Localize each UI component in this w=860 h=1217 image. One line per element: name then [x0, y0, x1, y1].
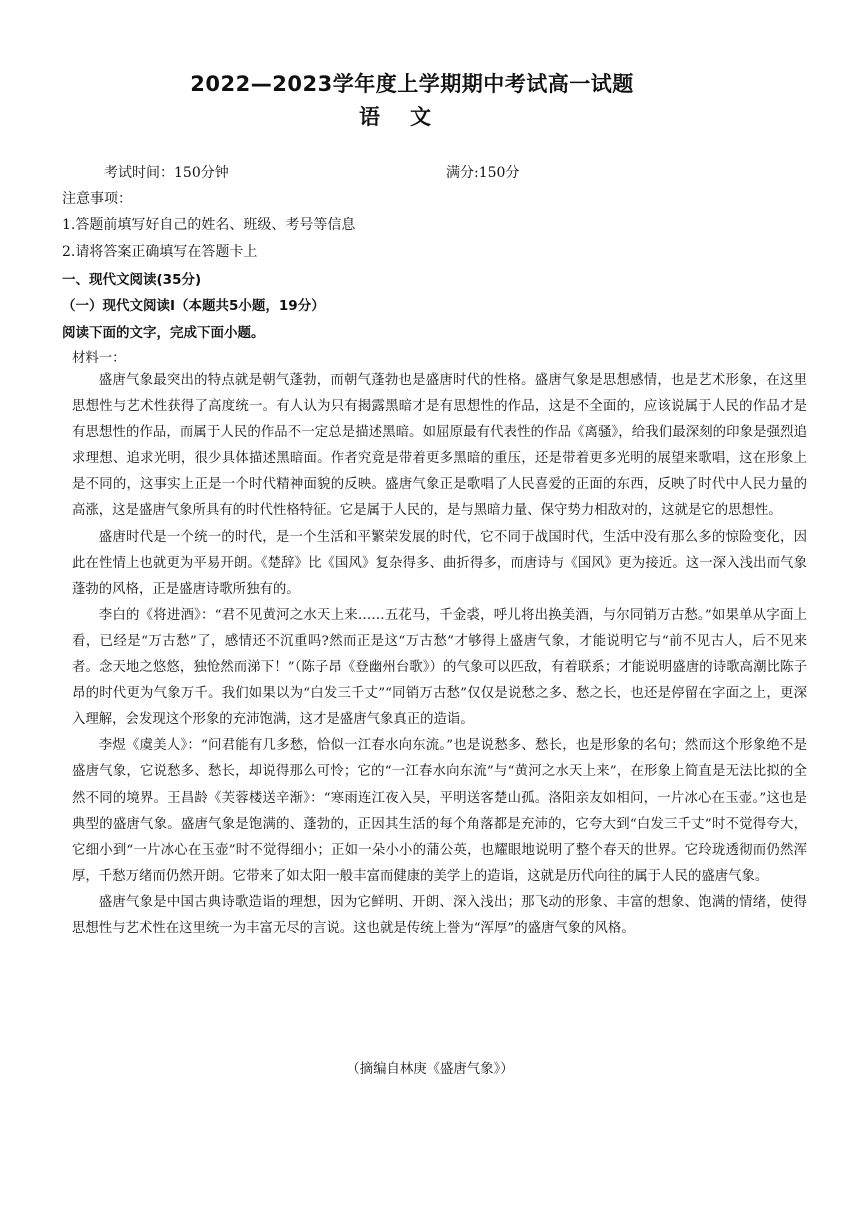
full-score: 满分:150分 — [446, 165, 520, 181]
notice-heading: 注意事项： — [62, 191, 132, 207]
article-source: （摘编自林庚《盛唐气象》） — [346, 1062, 514, 1077]
subject-title: 语文 — [359, 105, 461, 129]
section-subheading: （一）现代文阅读Ⅰ（本题共5小题，19分） — [62, 298, 325, 314]
article-paragraph: 盛唐气象最突出的特点就是朝气蓬勃，而朝气蓬勃也是盛唐时代的性格。盛唐气象是思想感情，也是艺术形象，在这里思想性与艺术性获得了高度统一。有人认为只有揭露黑暗才是有思想性的作品，这是不全面的，应该说属于人民的作品才是有思想性的作品，而属于人民的作品不一定总是描述黑暗。如屈原最有代表性的作品《离骚》，给我们最深刻的印象是强烈追求理想、追求光明，很少具体描述黑暗面。作者究竟是带着更多黑暗的重压，还是带着更多光明的展望来歌唱，这在形象上是不同的，这事实上正是一个时代精神面貌的反映。盛唐气象正是歌唱了人民喜爱的正面的东西，反映了时代中人民力量的高涨，这是盛唐气象所具有的时代性格特征。它是属于人民的，是与黑暗力量、保守势力相敌对的，这就是它的思想性。 — [72, 373, 807, 519]
article-paragraph: 李白的《将进酒》：“君不见黄河之水天上来……五花马，千金裘，呼儿将出换美酒，与尔同销万古愁。”如果单从字面上看，已经是“万古愁”了，感情还不沉重吗?然而正是这“万古愁”才够得上盛唐气象，才能说明它与“前不见古人，后不见来者。念天地之悠悠，独怆然而涕下！”（陈子昂《登幽州台歌》）的气象可以匹敌，有着联系；才能说明盛唐的诗歌高潮比陈子昂的时代更为气象万千。我们如果以为“白发三千丈”“同销万古愁”仅仅是说愁之多、愁之长，也还是停留在字面之上，更深入理解，会发现这个形象的充沛饱满，这才是盛唐气象真正的造诣。 — [72, 607, 807, 728]
notice-item: 1.答题前填写好自己的姓名、班级、考号等信息 — [62, 217, 356, 233]
section-heading: 一、现代文阅读(35分) — [62, 272, 202, 288]
exam-title: 2022—2023学年度上学期期中考试高一试题 — [190, 72, 634, 96]
article-body — [72, 368, 807, 942]
exam-time: 考试时间：150分钟 — [104, 165, 229, 181]
material-label: 材料一： — [72, 351, 126, 366]
notice-item: 2.请将答案正确填写在答题卡上 — [62, 244, 258, 260]
article-paragraph: 盛唐气象是中国古典诗歌造诣的理想，因为它鲜明、开朗、深入浅出；那飞动的形象、丰富的想象、饱满的情绪，使得思想性与艺术性在这里统一为丰富无尽的言说。这也就是传统上誉为“浑厚”的盛唐气象的风格。 — [72, 894, 807, 936]
article-paragraph: 李煜《虞美人》：“问君能有几多愁，恰似一江春水向东流。”也是说愁多、愁长，也是形象的名句；然而这个形象绝不是盛唐气象，它说愁多、愁长，却说得那么可怜；它的“一江春水向东流”与“黄河之水天上来”，在形象上简直是无法比拟的全然不同的境界。王昌龄《芙蓉楼送辛渐》：“寒雨连江夜入吴，平明送客楚山孤。洛阳亲友如相问，一片冰心在玉壶。”这也是典型的盛唐气象。盛唐气象是饱满的、蓬勃的，正因其生活的每个角落都是充沛的，它夸大到“白发三千丈”时不觉得夸大，它细小到“一片冰心在玉壶”时不觉得细小；正如一朵小小的蒲公英，也耀眼地说明了整个春天的世界。它玲珑透彻而仍然浑厚，千愁万绪而仍然开朗。它带来了如太阳一般丰富而健康的美学上的造诣，这就是历代向往的属于人民的盛唐气象。 — [72, 738, 807, 884]
article-paragraph: 盛唐时代是一个统一的时代，是一个生活和平繁荣发展的时代，它不同于战国时代，生活中没有那么多的惊险变化，因此在性情上也就更为平易开朗。《楚辞》比《国风》复杂得多、曲折得多，而唐诗与《国风》更为接近。这一深入浅出而气象蓬勃的风格，正是盛唐诗歌所独有的。 — [72, 529, 807, 597]
reading-instruction: 阅读下面的文字，完成下面小题。 — [62, 325, 265, 341]
